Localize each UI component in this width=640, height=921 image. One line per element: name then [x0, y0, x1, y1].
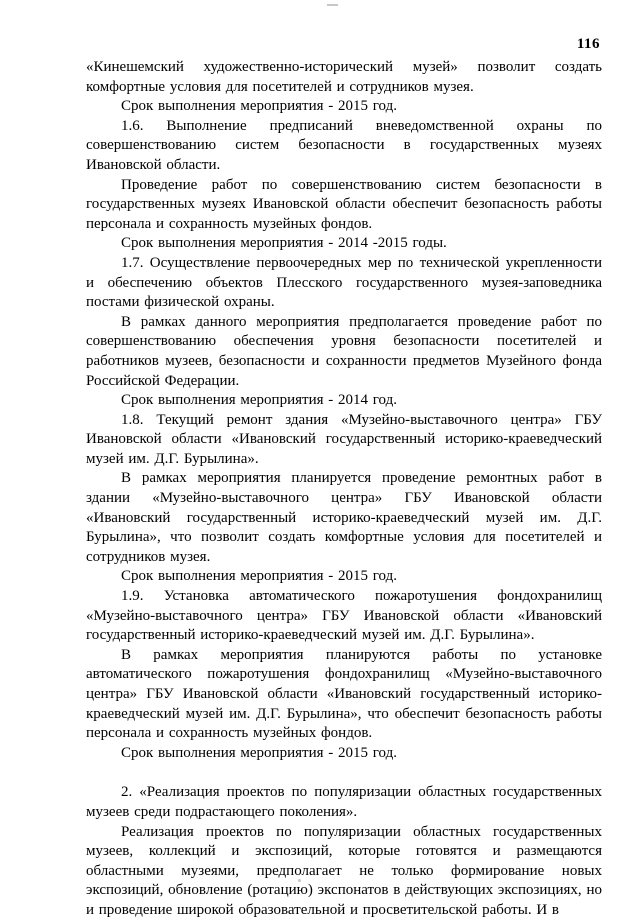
- paragraph-item-1-7: 1.7. Осуществление первоочередных мер по технической укрепленности и обеспечению объектов Плесского государственного музея-заповедника постами физической охраны.: [86, 254, 602, 311]
- paragraph-item-1-7-body: В рамках данного мероприятия предполагается проведение работ по совершенствованию обеспечения уровня безопасности посетителей и работников музеев, безопасности и сохранности предметов Музейного фонда Российской Федерации.: [86, 313, 602, 389]
- paragraph-deadline: Срок выполнения мероприятия - 2014 -2015 годы.: [121, 235, 447, 252]
- document-content: [86, 58, 602, 921]
- paragraph-item-1-9: 1.9. Установка автоматического пожаротушения фондохранилищ «Музейно-выставочного центра» ГБУ Ивановской области «Ивановский государственный историко-краеведческий музей им. Д.Г. Бурылина».: [86, 588, 602, 644]
- paragraph-item-1-8-body: В рамках мероприятия планируется проведение ремонтных работ в здании «Музейно-выставочного центра» ГБУ Ивановской области «Ивановский государственный историко-краеведческий музей им. Д.Г. Бурылина», что позволит создать комфортные условия для посетителей и сотрудников музея.: [86, 470, 602, 565]
- page-number: 116: [576, 36, 600, 52]
- paragraph-item-2: 2. «Реализация проектов по популяризации областных государственных музеев среди подрастающего поколения».: [86, 784, 602, 820]
- paragraph-item-1-6-body: Проведение работ по совершенствованию систем безопасности в государственных музеях Ивановской области обеспечит безопасность работы персонала и сохранность музейных фондов.: [86, 176, 602, 232]
- scan-artifact: [327, 4, 338, 6]
- paragraph-deadline: Срок выполнения мероприятия - 2015 год.: [121, 568, 397, 585]
- paragraph-deadline: Срок выполнения мероприятия - 2015 год.: [121, 744, 397, 761]
- paragraph-continuation: «Кинешемский художественно-исторический музей» позволит создать комфортные условия для посетителей и сотрудников музея.: [86, 59, 602, 95]
- paragraph-item-1-6: 1.6. Выполнение предписаний вневедомственной охраны по совершенствованию систем безопасности в государственных музеях Ивановской области.: [86, 117, 602, 173]
- paragraph-item-1-8: 1.8. Текущий ремонт здания «Музейно-выставочного центра» ГБУ Ивановской области «Ивановский государственный историко-краеведческий музей им. Д.Г. Бурылина».: [86, 411, 602, 467]
- paragraph-deadline: Срок выполнения мероприятия - 2014 год.: [121, 392, 397, 409]
- paragraph-item-2-body: Реализация проектов по популяризации областных государственных музеев, коллекций и экспозиций, которые готовятся и размещаются областными музеями, предполагает не только формирование новых экспозиций, обновление (ротацию) экспонатов в действующих экспозициях, но и проведение широкой образовательной и просветительской работы. И в: [86, 823, 602, 918]
- paragraph-deadline: Срок выполнения мероприятия - 2015 год.: [121, 98, 397, 115]
- paragraph-item-1-9-body: В рамках мероприятия планируются работы по установке автоматического пожаротушения фондохранилищ «Музейно-выставочного центра» ГБУ Ивановской области «Ивановский государственный историко-краеведческий музей им. Д.Г. Бурылина», что обеспечит безопасность работы персонала и сохранность музейных фондов.: [86, 646, 602, 742]
